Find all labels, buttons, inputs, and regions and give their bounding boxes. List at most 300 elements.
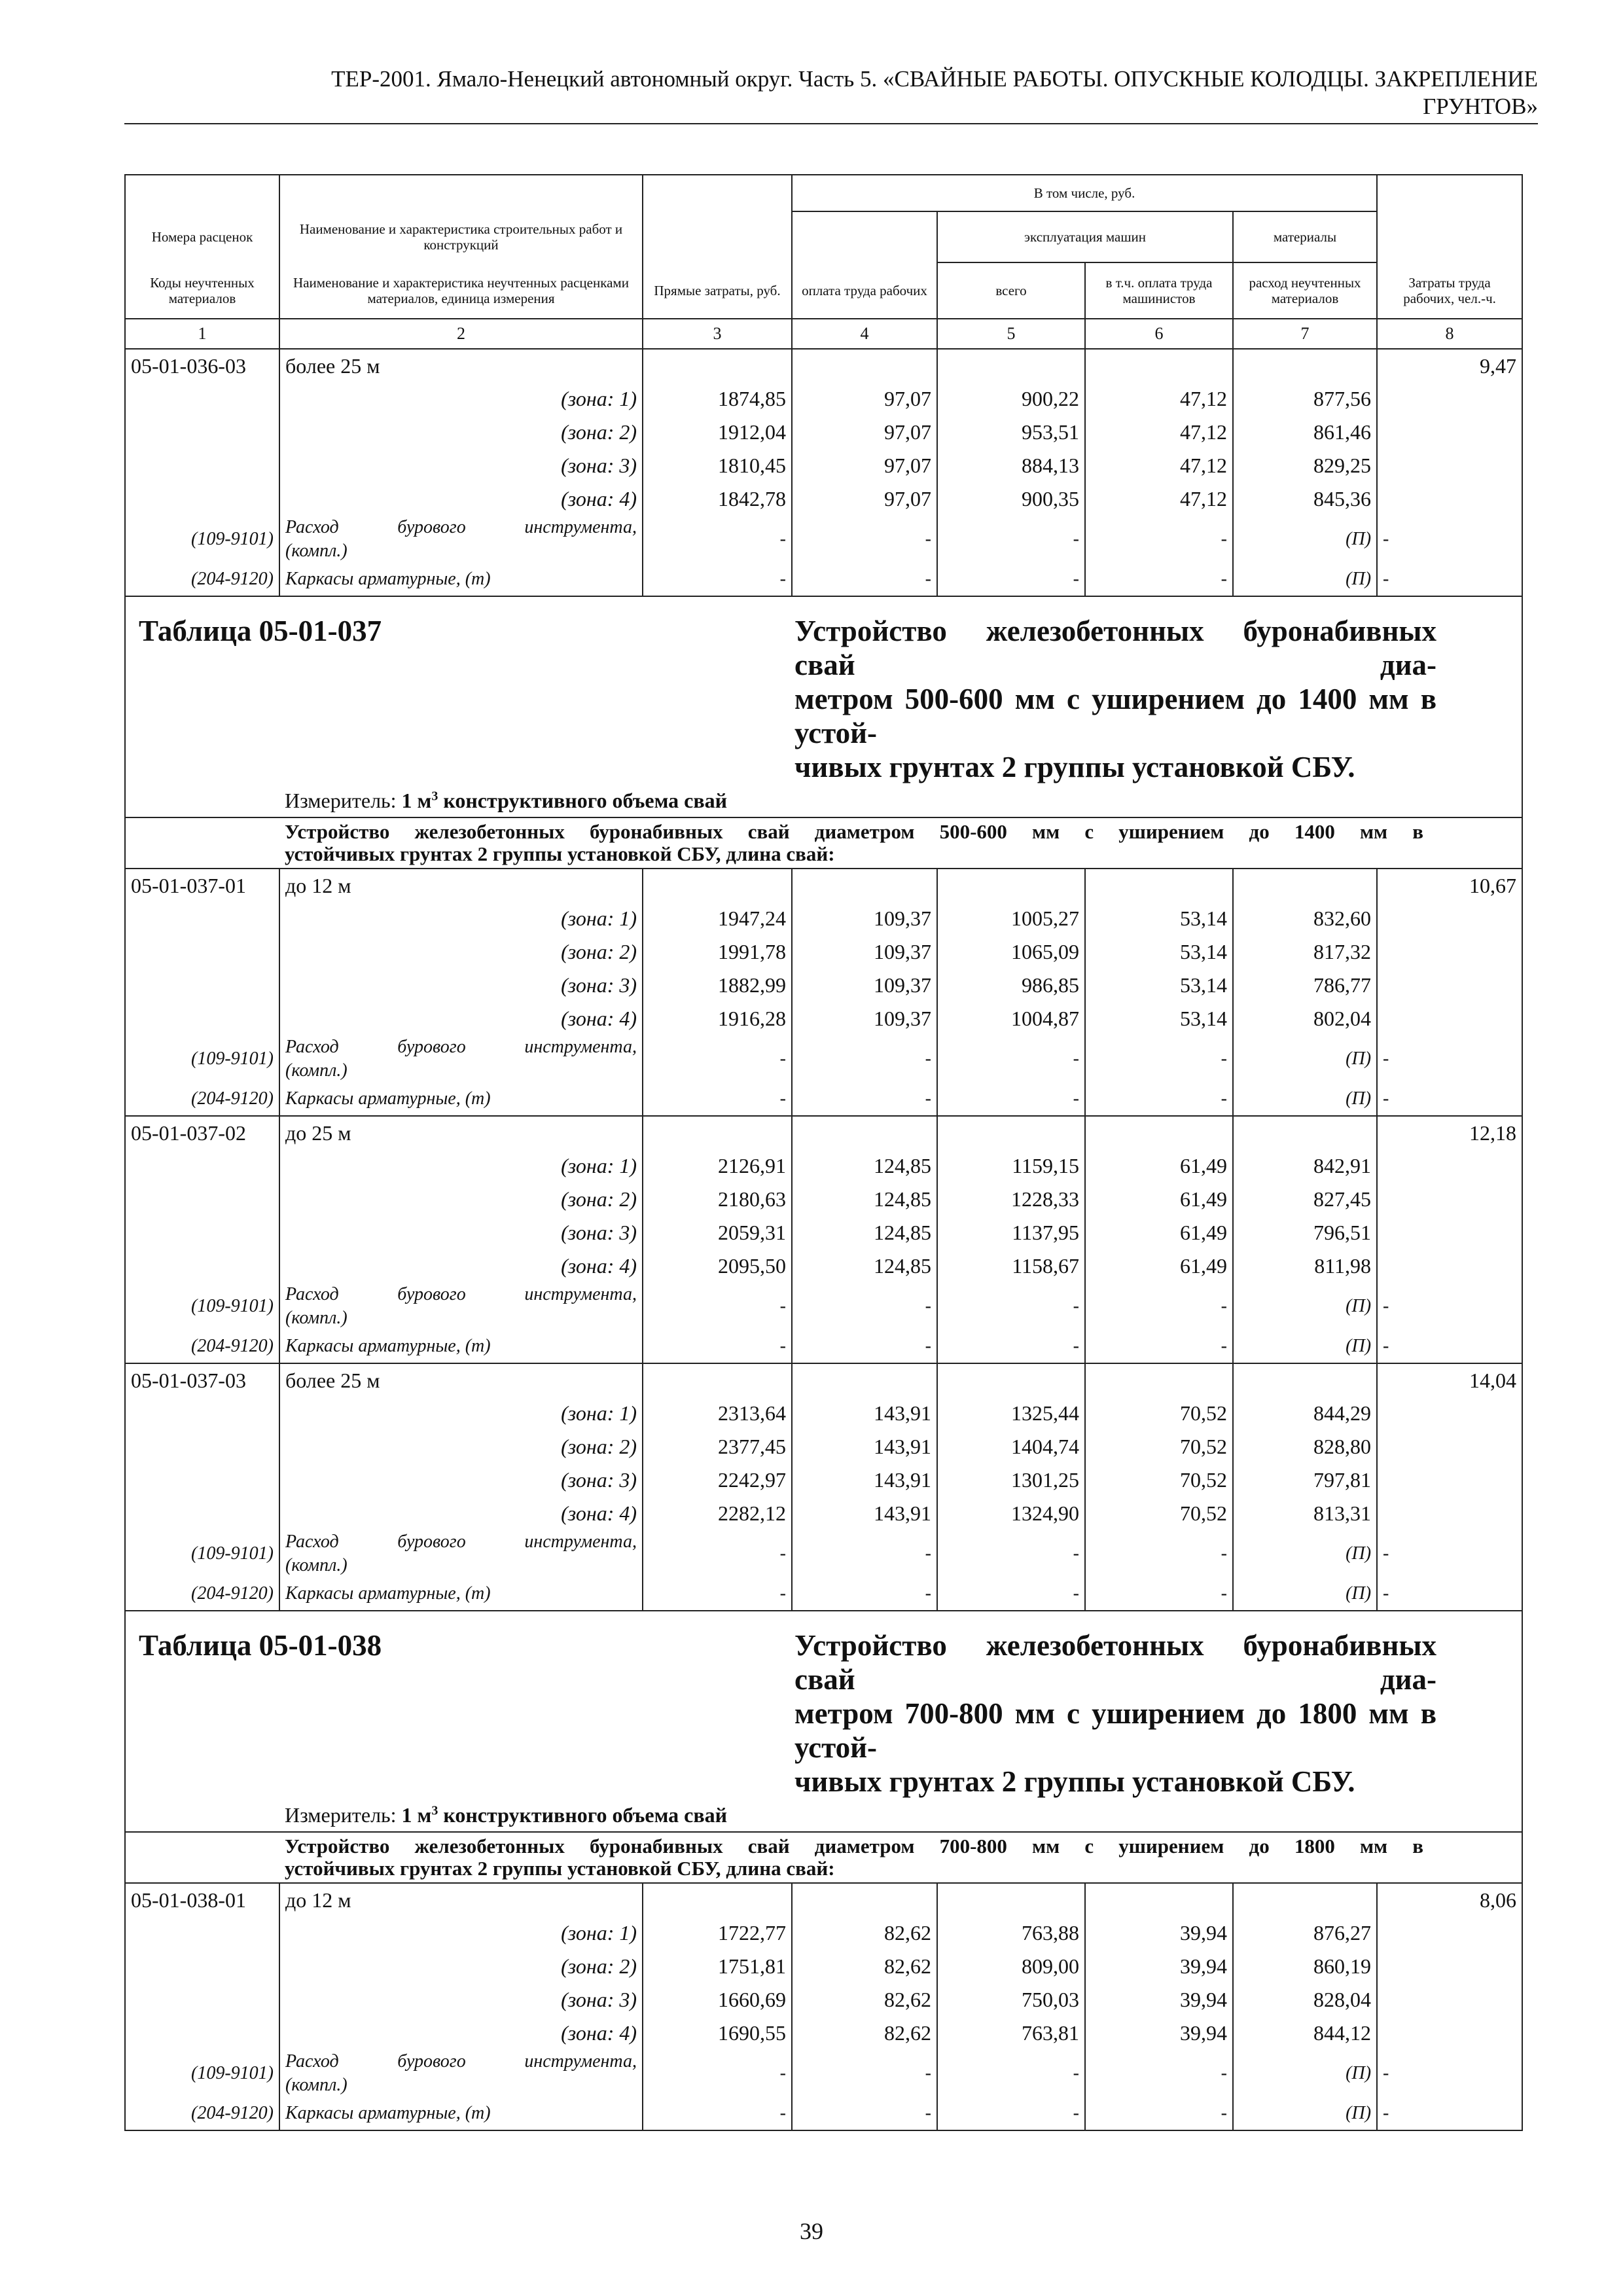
worker-pay-value: 109,37 [792,902,937,935]
empty-cell [1377,1249,1522,1283]
dash-cell: - [1377,1283,1522,1330]
worker-pay-value: 143,91 [792,1463,937,1497]
zone-row [125,1002,1522,1035]
hdr-machine-operation: эксплуатация машин [937,211,1233,262]
col-number-8: 8 [1377,319,1522,349]
zone-row [125,2017,1522,2050]
table-05-01-038 [125,1611,1522,2130]
materials-value: 832,60 [1233,902,1377,935]
unaccounted-material-row [125,2050,1522,2097]
zone-row [125,935,1522,969]
unaccounted-material-row [125,1083,1522,1116]
zone-row [125,416,1522,449]
direct-costs-value: 1947,24 [643,902,792,935]
dash-cell: - [1085,1577,1233,1611]
direct-costs-value: 1751,81 [643,1950,792,1983]
pile-length: до 12 м [279,1883,643,1916]
labor-cost: 12,18 [1377,1116,1522,1149]
hdr-machinist-pay: в т.ч. оплата труда машинистов [1085,262,1233,319]
dash-cell: - [1085,1083,1233,1116]
material-name [279,1035,643,1083]
machine-total-value: 986,85 [937,969,1085,1002]
empty-cell [1233,1116,1377,1149]
machine-total-value: 809,00 [937,1950,1085,1983]
dash-cell: - [1377,1330,1522,1363]
page-number: 39 [800,2218,823,2244]
zone-label: (зона: 4) [279,1002,643,1035]
empty-cell [1377,382,1522,416]
rate-code: 05-01-038-01 [125,1883,279,1916]
hdr-cell-c8-top [1377,175,1522,211]
empty-cell [1377,1216,1522,1249]
measure-exponent: 3 [431,1803,438,1818]
dash-cell: - [1377,1035,1522,1083]
materials-value: 860,19 [1233,1950,1377,1983]
empty-cell [125,1397,279,1430]
direct-costs-value: 2377,45 [643,1430,792,1463]
dash-cell: - [1085,1330,1233,1363]
description [279,817,1522,869]
machinist-pay-value: 39,94 [1085,2017,1233,2050]
table-heading [792,1611,1522,1799]
zone-label: (зона: 4) [279,1249,643,1283]
empty-cell [125,2017,279,2050]
hdr-cell-c1-top [125,175,279,211]
dash-cell: - [1085,2097,1233,2130]
worker-pay-value: 124,85 [792,1183,937,1216]
pile-length: более 25 м [279,349,643,382]
block-05-01-036-03 [125,349,1522,596]
dash-cell: - [643,1035,792,1083]
zone-row [125,449,1522,482]
machinist-pay-value: 53,14 [1085,1002,1233,1035]
empty-cell [125,1950,279,1983]
p-mark: (П) [1233,1035,1377,1083]
dash-cell: - [792,1283,937,1330]
worker-pay-value: 109,37 [792,969,937,1002]
empty-cell [125,416,279,449]
zone-row [125,1397,1522,1430]
machine-total-value: 1404,74 [937,1430,1085,1463]
zone-label: (зона: 2) [279,1430,643,1463]
empty-cell [125,817,279,869]
machine-total-value: 953,51 [937,416,1085,449]
dash-cell: - [937,1283,1085,1330]
measure-label: Измеритель: [285,788,397,812]
hdr-cell-c3-mid [643,211,792,262]
machine-total-value: 750,03 [937,1983,1085,2017]
direct-costs-value: 1874,85 [643,382,792,416]
zone-label: (зона: 4) [279,482,643,516]
measure-unit: конструктивного объема свай [443,788,728,812]
material-name: Каркасы арматурные, (т) [279,563,643,596]
empty-cell [1233,1883,1377,1916]
table-05-01-037 [125,596,1522,1611]
worker-pay-value: 109,37 [792,1002,937,1035]
col-number-1: 1 [125,319,279,349]
machine-total-value: 1005,27 [937,902,1085,935]
description-line1: Устройство железобетонных буронабивных свай диаметром 700-800 мм с уширением до 1800 мм в [285,1835,1424,1857]
rate-code-row [125,349,1522,382]
direct-costs-value: 2126,91 [643,1149,792,1183]
dash-cell: - [792,2050,937,2097]
machine-total-value: 1158,67 [937,1249,1085,1283]
zone-row [125,1950,1522,1983]
rate-code-row [125,1116,1522,1149]
materials-value: 844,12 [1233,2017,1377,2050]
worker-pay-value: 124,85 [792,1149,937,1183]
dash-cell: - [792,516,937,563]
direct-costs-value: 2242,97 [643,1463,792,1497]
empty-cell [1377,969,1522,1002]
zone-label: (зона: 1) [279,382,643,416]
dash-cell: - [1377,1530,1522,1577]
materials-value: 844,29 [1233,1397,1377,1430]
pile-length: более 25 м [279,1363,643,1397]
empty-cell [643,1363,792,1397]
empty-cell [937,869,1085,902]
col-number-2: 2 [279,319,643,349]
empty-cell [1377,482,1522,516]
dash-cell: - [643,1577,792,1611]
zone-label: (зона: 1) [279,1397,643,1430]
materials-value: 802,04 [1233,1002,1377,1035]
dash-cell: - [1377,2050,1522,2097]
materials-value: 876,27 [1233,1916,1377,1950]
measure-value: 1 м [401,1803,432,1827]
rates-sheet [124,174,1522,2131]
zone-label: (зона: 3) [279,1216,643,1249]
measure-value: 1 м [401,788,432,812]
col-number-5: 5 [937,319,1085,349]
dash-cell: - [1085,563,1233,596]
materials-value: 877,56 [1233,382,1377,416]
empty-cell [125,1497,279,1530]
worker-pay-value: 97,07 [792,482,937,516]
hdr-cell-c4-mid [792,211,937,262]
dash-cell: - [1085,1530,1233,1577]
hdr-direct-costs: Прямые затраты, руб. [643,262,792,319]
machinist-pay-value: 61,49 [1085,1249,1233,1283]
zone-row [125,1983,1522,2017]
dash-cell: - [643,2097,792,2130]
zone-row [125,382,1522,416]
worker-pay-value: 124,85 [792,1216,937,1249]
rate-code-row [125,1363,1522,1397]
p-mark: (П) [1233,2050,1377,2097]
empty-cell [125,1832,279,1883]
zone-row [125,482,1522,516]
empty-cell [1377,416,1522,449]
dash-cell: - [643,563,792,596]
empty-cell [1085,869,1233,902]
zone-label: (зона: 2) [279,1950,643,1983]
material-name-line2: (компл.) [285,1308,348,1328]
empty-cell [1377,1463,1522,1497]
unaccounted-material-row [125,1577,1522,1611]
material-code: (109-9101) [125,1035,279,1083]
empty-cell [125,784,279,817]
zone-label: (зона: 3) [279,1983,643,2017]
material-code: (204-9120) [125,1330,279,1363]
measure-label: Измеритель: [285,1803,397,1827]
direct-costs-value: 2095,50 [643,1249,792,1283]
empty-cell [792,1363,937,1397]
machinist-pay-value: 70,52 [1085,1463,1233,1497]
zone-label: (зона: 2) [279,935,643,969]
material-code: (109-9101) [125,2050,279,2097]
table-title-row [125,1611,1522,1799]
materials-value: 786,77 [1233,969,1377,1002]
zone-label: (зона: 3) [279,969,643,1002]
material-code: (204-9120) [125,563,279,596]
direct-costs-value: 1810,45 [643,449,792,482]
description-line1: Устройство железобетонных буронабивных свай диаметром 500-600 мм с уширением до 1400 мм в [285,820,1424,843]
zone-row [125,1497,1522,1530]
p-mark: (П) [1233,1330,1377,1363]
p-mark: (П) [1233,2097,1377,2130]
material-code: (204-9120) [125,1083,279,1116]
machinist-pay-value: 53,14 [1085,969,1233,1002]
empty-cell [1233,349,1377,382]
zone-row [125,1149,1522,1183]
worker-pay-value: 143,91 [792,1397,937,1430]
dash-cell: - [1377,2097,1522,2130]
machinist-pay-value: 61,49 [1085,1149,1233,1183]
materials-value: 797,81 [1233,1463,1377,1497]
table-heading-line3: чивых грунтах 2 группы установкой СБУ. [794,1765,1355,1798]
empty-cell [1377,1149,1522,1183]
table-heading-line3: чивых грунтах 2 группы установкой СБУ. [794,751,1355,783]
empty-cell [125,1983,279,2017]
dash-cell: - [792,1330,937,1363]
worker-pay-value: 97,07 [792,416,937,449]
col-number-7: 7 [1233,319,1377,349]
empty-cell [937,349,1085,382]
zone-label: (зона: 1) [279,1916,643,1950]
material-code: (109-9101) [125,1283,279,1330]
col-number-4: 4 [792,319,937,349]
material-name-line2: (компл.) [285,541,348,561]
dash-cell: - [643,1283,792,1330]
material-name-line1: Расход бурового инструмента, [285,1037,637,1057]
empty-cell [937,1363,1085,1397]
direct-costs-value: 1690,55 [643,2017,792,2050]
p-mark: (П) [1233,563,1377,596]
empty-cell [125,969,279,1002]
machinist-pay-value: 39,94 [1085,1916,1233,1950]
empty-cell [125,382,279,416]
table-title: Таблица 05-01-037 [125,596,792,784]
machinist-pay-value: 70,52 [1085,1397,1233,1430]
empty-cell [125,1149,279,1183]
empty-cell [792,1116,937,1149]
unaccounted-material-row [125,516,1522,563]
zone-row [125,1916,1522,1950]
hdr-cell-c8-mid [1377,211,1522,262]
empty-cell [1233,1363,1377,1397]
rate-code: 05-01-037-03 [125,1363,279,1397]
dash-cell: - [937,1035,1085,1083]
zone-row [125,902,1522,935]
dash-cell: - [937,1530,1085,1577]
col-number-6: 6 [1085,319,1233,349]
material-name: Каркасы арматурные, (т) [279,1577,643,1611]
machinist-pay-value: 39,94 [1085,1950,1233,1983]
empty-cell [1085,1883,1233,1916]
material-name: Каркасы арматурные, (т) [279,1330,643,1363]
material-name-line1: Расход бурового инструмента, [285,517,637,537]
table-heading-line1: Устройство железобетонных буронабивных свай диа- [794,615,1437,681]
dash-cell: - [1085,2050,1233,2097]
unaccounted-material-row [125,1035,1522,1083]
pile-length: до 12 м [279,869,643,902]
hdr-total: всего [937,262,1085,319]
worker-pay-value: 82,62 [792,2017,937,2050]
empty-cell [125,1799,279,1832]
description-line2: устойчивых грунтах 2 группы установкой СБУ, длина свай: [285,1857,835,1880]
rate-code: 05-01-036-03 [125,349,279,382]
dash-cell: - [792,563,937,596]
empty-cell [125,482,279,516]
running-header [124,65,1538,120]
worker-pay-value: 124,85 [792,1249,937,1283]
direct-costs-value: 2059,31 [643,1216,792,1249]
dash-cell: - [643,516,792,563]
materials-value: 817,32 [1233,935,1377,969]
materials-value: 796,51 [1233,1216,1377,1249]
dash-cell: - [792,1083,937,1116]
table-heading-line2: метром 700-800 мм с уширением до 1800 мм в устой- [794,1697,1437,1764]
machinist-pay-value: 47,12 [1085,449,1233,482]
empty-cell [1377,2017,1522,2050]
dash-cell: - [643,1530,792,1577]
empty-cell [125,1249,279,1283]
zone-row [125,1430,1522,1463]
rate-code: 05-01-037-02 [125,1116,279,1149]
p-mark: (П) [1233,1577,1377,1611]
rate-code: 05-01-037-01 [125,869,279,902]
empty-cell [1377,449,1522,482]
empty-cell [1377,1497,1522,1530]
running-header-line1: ТЕР-2001. Ямало-Ненецкий автономный округ. Часть 5. «СВАЙНЫЕ РАБОТЫ. ОПУСКНЫЕ КОЛОДЦЫ. ЗАКРЕПЛЕНИЕ [331,66,1538,92]
dash-cell: - [937,516,1085,563]
table-title-row [125,596,1522,784]
machine-total-value: 1325,44 [937,1397,1085,1430]
dash-cell: - [937,2050,1085,2097]
material-name [279,516,643,563]
machine-total-value: 1228,33 [937,1183,1085,1216]
dash-cell: - [1377,1577,1522,1611]
material-name [279,1530,643,1577]
dash-cell: - [937,1577,1085,1611]
description-row [125,817,1522,869]
machinist-pay-value: 47,12 [1085,382,1233,416]
dash-cell: - [1085,516,1233,563]
empty-cell [125,1463,279,1497]
zone-row [125,1216,1522,1249]
dash-cell: - [792,1530,937,1577]
empty-cell [1377,902,1522,935]
p-mark: (П) [1233,1530,1377,1577]
hdr-labor-costs: Затраты труда рабочих, чел.-ч. [1377,262,1522,319]
empty-cell [1085,1116,1233,1149]
material-code: (109-9101) [125,1530,279,1577]
dash-cell: - [1377,563,1522,596]
material-name-line2: (компл.) [285,1555,348,1575]
description-line2: устойчивых грунтах 2 группы установкой СБУ, длина свай: [285,842,835,865]
machine-total-value: 763,88 [937,1916,1085,1950]
machinist-pay-value: 47,12 [1085,482,1233,516]
hdr-work-name: Наименование и характеристика строительных работ и конструкций [279,211,643,262]
direct-costs-value: 2282,12 [643,1497,792,1530]
measure [279,784,1522,817]
materials-value: 842,91 [1233,1149,1377,1183]
empty-cell [1377,1430,1522,1463]
direct-costs-value: 1660,69 [643,1983,792,2017]
worker-pay-value: 143,91 [792,1497,937,1530]
direct-costs-value: 1842,78 [643,482,792,516]
table-title: Таблица 05-01-038 [125,1611,792,1799]
col-number-3: 3 [643,319,792,349]
empty-cell [125,902,279,935]
empty-cell [1377,1916,1522,1950]
machine-total-value: 900,35 [937,482,1085,516]
dash-cell: - [643,1083,792,1116]
empty-cell [937,1883,1085,1916]
materials-value: 828,80 [1233,1430,1377,1463]
zone-label: (зона: 4) [279,2017,643,2050]
dash-cell: - [1085,1035,1233,1083]
unaccounted-material-row [125,2097,1522,2130]
dash-cell: - [1377,1083,1522,1116]
table-heading-line2: метром 500-600 мм с уширением до 1400 мм в устой- [794,683,1437,749]
direct-costs-value: 2180,63 [643,1183,792,1216]
materials-value: 813,31 [1233,1497,1377,1530]
table-heading-line1: Устройство железобетонных буронабивных свай диа- [794,1629,1437,1696]
machine-total-value: 900,22 [937,382,1085,416]
materials-value: 845,36 [1233,482,1377,516]
worker-pay-value: 97,07 [792,449,937,482]
hdr-cell-c2-top [279,175,643,211]
zone-label: (зона: 4) [279,1497,643,1530]
hdr-unaccounted-names: Наименование и характеристика неучтенных расценками материалов, единица измерения [279,262,643,319]
unaccounted-material-row [125,1330,1522,1363]
empty-cell [643,1883,792,1916]
zone-label: (зона: 2) [279,416,643,449]
dash-cell: - [1377,516,1522,563]
direct-costs-value: 1912,04 [643,416,792,449]
empty-cell [643,869,792,902]
machinist-pay-value: 70,52 [1085,1497,1233,1530]
zone-row [125,1249,1522,1283]
empty-cell [125,1916,279,1950]
empty-cell [792,1883,937,1916]
empty-cell [125,1430,279,1463]
materials-value: 861,46 [1233,416,1377,449]
machine-total-value: 1137,95 [937,1216,1085,1249]
machinist-pay-value: 61,49 [1085,1216,1233,1249]
p-mark: (П) [1233,1083,1377,1116]
direct-costs-value: 1722,77 [643,1916,792,1950]
material-name-line2: (компл.) [285,1060,348,1081]
empty-cell [643,1116,792,1149]
measure-row [125,1799,1522,1832]
material-code: (204-9120) [125,2097,279,2130]
table-heading [792,596,1522,784]
zone-label: (зона: 2) [279,1183,643,1216]
machine-total-value: 884,13 [937,449,1085,482]
